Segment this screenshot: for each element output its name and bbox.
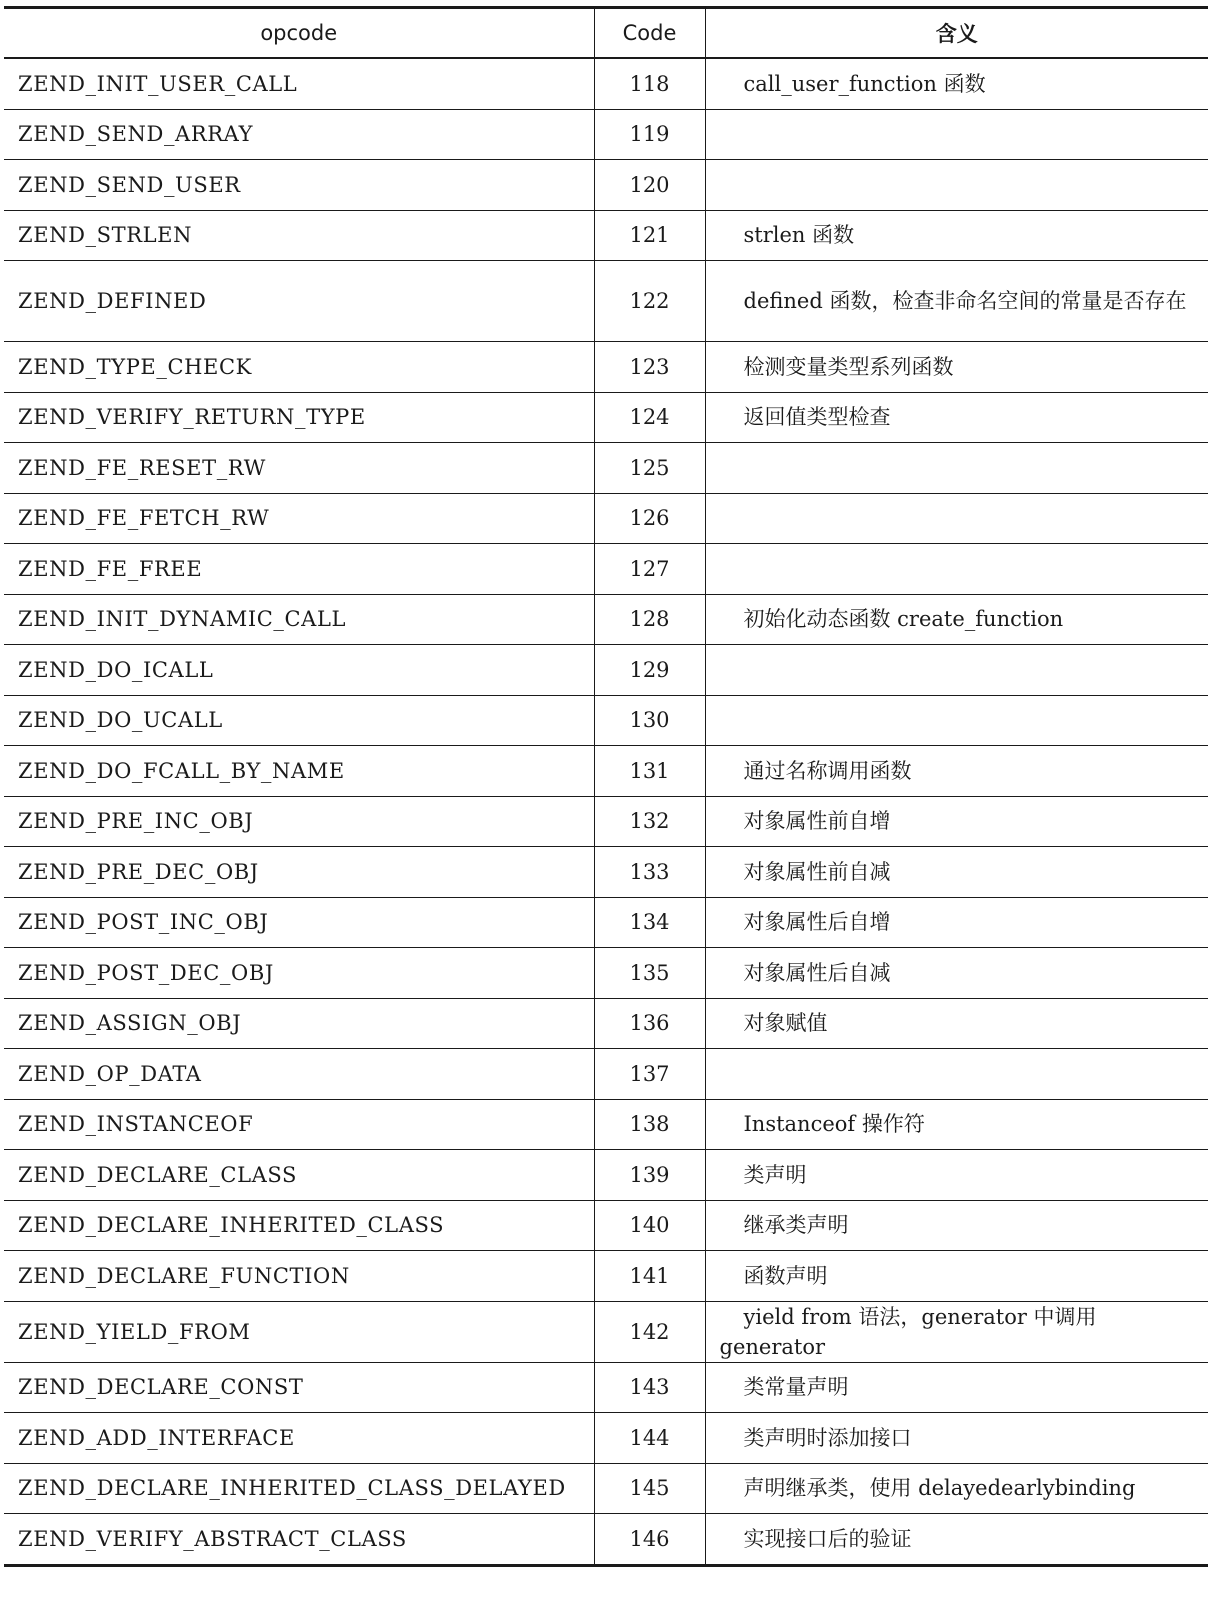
code-cell: 144 [594, 1413, 705, 1464]
code-cell: 137 [594, 1049, 705, 1100]
meaning-cell [705, 443, 1208, 494]
table-row [4, 544, 1208, 595]
code-cell: 141 [594, 1251, 705, 1302]
table-row [4, 392, 1208, 443]
opcode-cell: ZEND_FE_FETCH_RW [4, 493, 594, 544]
table-row [4, 897, 1208, 948]
code-cell: 132 [594, 796, 705, 847]
opcode-cell: ZEND_VERIFY_RETURN_TYPE [4, 392, 594, 443]
opcode-cell: ZEND_DECLARE_INHERITED_CLASS_DELAYED [4, 1463, 594, 1514]
code-cell: 129 [594, 645, 705, 696]
opcode-table [4, 6, 1208, 1567]
meaning-cell: 类声明 [705, 1150, 1208, 1201]
code-cell: 128 [594, 594, 705, 645]
table-row [4, 746, 1208, 797]
meaning-cell: 类声明时添加接口 [705, 1413, 1208, 1464]
meaning-cell [705, 544, 1208, 595]
meaning-cell: 继承类声明 [705, 1200, 1208, 1251]
code-cell: 125 [594, 443, 705, 494]
code-cell: 138 [594, 1099, 705, 1150]
header-code: Code [594, 8, 705, 59]
table-row [4, 493, 1208, 544]
meaning-cell: 对象赋值 [705, 998, 1208, 1049]
meaning-cell [705, 493, 1208, 544]
table-row [4, 1514, 1208, 1566]
opcode-cell: ZEND_VERIFY_ABSTRACT_CLASS [4, 1514, 594, 1566]
opcode-cell: ZEND_YIELD_FROM [4, 1301, 594, 1362]
meaning-cell: 类常量声明 [705, 1362, 1208, 1413]
meaning-cell [705, 160, 1208, 211]
table-row [4, 1049, 1208, 1100]
code-cell: 139 [594, 1150, 705, 1201]
opcode-cell: ZEND_STRLEN [4, 210, 594, 261]
opcode-cell: ZEND_DECLARE_CONST [4, 1362, 594, 1413]
opcode-cell: ZEND_DO_UCALL [4, 695, 594, 746]
opcode-cell: ZEND_FE_FREE [4, 544, 594, 595]
table-row [4, 443, 1208, 494]
code-cell: 119 [594, 109, 705, 160]
code-cell: 143 [594, 1362, 705, 1413]
table-header-row [4, 8, 1208, 59]
table-row [4, 1413, 1208, 1464]
code-cell: 131 [594, 746, 705, 797]
meaning-cell: 声明继承类，使用 delayedearlybinding [705, 1463, 1208, 1514]
meaning-cell: 对象属性前自增 [705, 796, 1208, 847]
table-row [4, 160, 1208, 211]
opcode-cell: ZEND_SEND_USER [4, 160, 594, 211]
table-row [4, 58, 1208, 109]
opcode-cell: ZEND_TYPE_CHECK [4, 342, 594, 393]
meaning-cell: 返回值类型检查 [705, 392, 1208, 443]
code-cell: 146 [594, 1514, 705, 1566]
code-cell: 123 [594, 342, 705, 393]
opcode-table-container [4, 6, 1208, 1567]
code-cell: 133 [594, 847, 705, 898]
header-opcode: opcode [4, 8, 594, 59]
opcode-cell: ZEND_ASSIGN_OBJ [4, 998, 594, 1049]
header-meaning: 含义 [705, 8, 1208, 59]
opcode-cell: ZEND_SEND_ARRAY [4, 109, 594, 160]
table-row [4, 594, 1208, 645]
meaning-cell: strlen 函数 [705, 210, 1208, 261]
table-row [4, 342, 1208, 393]
opcode-cell: ZEND_PRE_INC_OBJ [4, 796, 594, 847]
opcode-cell: ZEND_FE_RESET_RW [4, 443, 594, 494]
opcode-cell: ZEND_PRE_DEC_OBJ [4, 847, 594, 898]
opcode-cell: ZEND_POST_DEC_OBJ [4, 948, 594, 999]
table-row [4, 1301, 1208, 1362]
meaning-cell: defined 函数，检查非命名空间的常量是否存在 [705, 261, 1208, 342]
table-row [4, 1150, 1208, 1201]
meaning-cell: 对象属性后自减 [705, 948, 1208, 999]
code-cell: 134 [594, 897, 705, 948]
opcode-cell: ZEND_INIT_DYNAMIC_CALL [4, 594, 594, 645]
opcode-cell: ZEND_DO_FCALL_BY_NAME [4, 746, 594, 797]
opcode-cell: ZEND_POST_INC_OBJ [4, 897, 594, 948]
code-cell: 142 [594, 1301, 705, 1362]
meaning-cell: Instanceof 操作符 [705, 1099, 1208, 1150]
opcode-cell: ZEND_OP_DATA [4, 1049, 594, 1100]
code-cell: 130 [594, 695, 705, 746]
table-row [4, 261, 1208, 342]
table-row [4, 847, 1208, 898]
code-cell: 135 [594, 948, 705, 999]
meaning-cell: 对象属性前自减 [705, 847, 1208, 898]
opcode-cell: ZEND_DECLARE_INHERITED_CLASS [4, 1200, 594, 1251]
opcode-cell: ZEND_DECLARE_FUNCTION [4, 1251, 594, 1302]
code-cell: 126 [594, 493, 705, 544]
code-cell: 124 [594, 392, 705, 443]
table-row [4, 1251, 1208, 1302]
opcode-cell: ZEND_ADD_INTERFACE [4, 1413, 594, 1464]
opcode-cell: ZEND_INSTANCEOF [4, 1099, 594, 1150]
table-row [4, 948, 1208, 999]
table-row [4, 1200, 1208, 1251]
opcode-cell: ZEND_DECLARE_CLASS [4, 1150, 594, 1201]
table-row [4, 1362, 1208, 1413]
opcode-cell: ZEND_INIT_USER_CALL [4, 58, 594, 109]
table-row [4, 1099, 1208, 1150]
meaning-cell: 实现接口后的验证 [705, 1514, 1208, 1566]
code-cell: 122 [594, 261, 705, 342]
table-row [4, 796, 1208, 847]
meaning-cell [705, 645, 1208, 696]
meaning-cell [705, 109, 1208, 160]
meaning-cell: 对象属性后自增 [705, 897, 1208, 948]
code-cell: 120 [594, 160, 705, 211]
meaning-cell: 通过名称调用函数 [705, 746, 1208, 797]
table-row [4, 645, 1208, 696]
table-row [4, 695, 1208, 746]
meaning-cell: yield from 语法，generator 中调用 generator [705, 1301, 1208, 1362]
opcode-cell: ZEND_DO_ICALL [4, 645, 594, 696]
meaning-cell: call_user_function 函数 [705, 58, 1208, 109]
code-cell: 145 [594, 1463, 705, 1514]
code-cell: 136 [594, 998, 705, 1049]
code-cell: 121 [594, 210, 705, 261]
meaning-cell: 函数声明 [705, 1251, 1208, 1302]
table-row [4, 210, 1208, 261]
meaning-cell: 检测变量类型系列函数 [705, 342, 1208, 393]
table-row [4, 109, 1208, 160]
table-row [4, 1463, 1208, 1514]
code-cell: 118 [594, 58, 705, 109]
meaning-cell [705, 1049, 1208, 1100]
code-cell: 140 [594, 1200, 705, 1251]
table-row [4, 998, 1208, 1049]
code-cell: 127 [594, 544, 705, 595]
meaning-cell [705, 695, 1208, 746]
opcode-cell: ZEND_DEFINED [4, 261, 594, 342]
meaning-cell: 初始化动态函数 create_function [705, 594, 1208, 645]
